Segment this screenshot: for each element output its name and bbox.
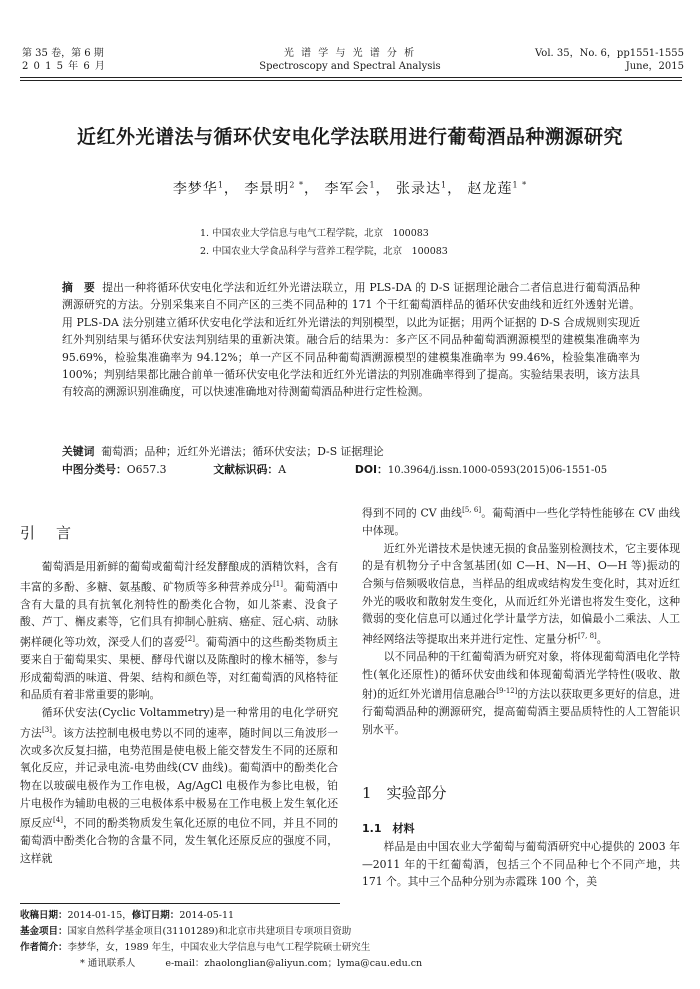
- correspondence-label: * 通讯联系人: [80, 958, 136, 969]
- abstract: [62, 279, 640, 401]
- doi: 10.3964/j.issn.1000-0593(2015)06-1551-05: [387, 465, 608, 476]
- author-bio-label: 作者简介：: [20, 942, 68, 953]
- author-affil-mark: 1: [441, 180, 448, 190]
- citation: [5, 6]: [462, 506, 482, 514]
- right-column: [362, 502, 680, 739]
- author-name: 李军会: [324, 181, 370, 197]
- author-name: 李景明: [244, 181, 290, 197]
- author-affil-mark: 2 *: [289, 180, 304, 190]
- journal-name-en: Spectroscopy and Spectral Analysis: [259, 61, 441, 72]
- intro-paragraph-1: 葡萄酒是用新鲜的葡萄或葡萄汁经发酵酿成的酒精饮料，含有丰富的多酚、多糖、氨基酸、矿物质等多种营养成分[1]。葡萄酒中含有大量的具有抗氧化剂特性的酚类化合物，如儿茶素、没食子酸、芦丁、槲皮素等，它们具有抑制心脏病、癌症、冠心病、动脉粥样硬化等功效，深受人们的喜爱[2]。葡萄酒中的这些酚类物质主要来自于葡萄果实、果梗、酵母代谢以及陈酿时的橡木桶等，参与形成葡萄酒的味道、骨架、结构和颜色等，对红葡萄酒的风格特征和品质有着非常重要的影响。: [20, 560, 339, 702]
- header-rule: [20, 77, 682, 78]
- section-heading-experiment: 1 实验部分: [362, 784, 447, 802]
- author-name: 李梦华: [172, 181, 218, 197]
- keywords-label: 关键词: [62, 445, 95, 458]
- citation: [2]: [185, 634, 195, 643]
- footnote-fund: [20, 924, 440, 939]
- doi-label: DOI：: [354, 463, 388, 476]
- materials-paragraph: 样品是由中国农业大学葡萄与葡萄酒研究中心提供的 2003 年—2011 年的干红葡萄酒，包括三个不同品种七个不同产地，共 171 个。其中三个品种分别为赤霞珠 100 个，美: [362, 840, 680, 889]
- citation: [9-12]: [496, 687, 518, 696]
- footnote-rule: [20, 903, 340, 904]
- citation: [4]: [53, 816, 63, 825]
- intro-paragraph-4: 以不同品种的干红葡萄酒为研究对象，将体现葡萄酒电化学特性(氧化还原性)的循环伏安曲线和体现葡萄酒光学特性(吸收、散射)的近红外光谱用信息融合[9-12]的方法以获取更多更好的信息，进行葡萄酒品种的溯源研究，提高葡萄酒主要品质特性的人工智能识别水平。: [362, 649, 681, 736]
- intro-paragraph-2-cont: 得到不同的 CV 曲线[5, 6]。葡萄酒中一些化学特性能够在 CV 曲线中体现。: [362, 506, 680, 538]
- clc-code: O657.3: [126, 463, 167, 476]
- citation: [1]: [273, 579, 283, 588]
- section-heading-intro: 引 言: [20, 524, 75, 542]
- classification: [62, 462, 662, 479]
- author-bio: 李梦华，女，1989 年生，中国农业大学信息与电气工程学院硕士研究生: [67, 942, 371, 953]
- author-name: 赵龙莲: [467, 181, 513, 197]
- doc-code: A: [278, 463, 287, 476]
- footnote-correspondence: [80, 956, 500, 971]
- author-affil-mark: 1: [369, 180, 376, 190]
- keywords-text: 葡萄酒；品种；近红外光谱法；循环伏安法；D-S 证据理论: [101, 445, 384, 458]
- abstract-text: 提出一种将循环伏安电化学法和近红外光谱法联立，用 PLS-DA 的 D-S 证据理论融合二者信息进行葡萄酒品种溯源研究的方法。分别采集来自不同产区的三类不同品种的 171 个干红葡萄酒样品的循环伏安曲线和近红外透射光谱。用 PLS-DA 法分别建立循环伏安电化学法和近红外光谱法的判别模型，以此为证据；用两个证据的 D-S 合成规则实现近红外判别结果与循环伏安法判别结果的重新决策。融合后的结果为：多产区不同品种葡萄酒溯源模型的建模集准确率为 95.69%，检验集准确率为 94.12%；单一产区不同品种葡萄酒溯源模型的建模集准确率为 99.46%，检验集准确率为 100%；判别结果都比融合前单一循环伏安电化学法和近红外光谱法的判别准确率得到了提高。实验结果表明，该方法具有较高的溯源识别准确度，可以快速准确地对待测葡萄酒品种进行定性检测。: [62, 281, 640, 399]
- journal-issue-en: [484, 47, 684, 73]
- correspondence-email: e-mail：zhaolonglian@aliyun.com；lyma@cau.edu.cn: [165, 958, 423, 969]
- author-affil-mark: 1: [217, 180, 224, 190]
- header-rule-thin: [20, 80, 682, 81]
- footnote-dates: [20, 908, 440, 923]
- clc-label: 中图分类号：: [62, 463, 127, 476]
- received-label: 收稿日期：: [20, 910, 68, 921]
- affiliation: 1. 中国农业大学信息与电气工程学院，北京 100083: [200, 228, 429, 239]
- fund-text: 国家自然科学基金项目(31101289)和北京市共建项目专项项目资助: [67, 926, 352, 937]
- paper-title: 近红外光谱法与循环伏安电化学法联用进行葡萄酒品种溯源研究: [76, 126, 623, 148]
- keywords: [62, 444, 662, 460]
- volume-cn: 第 35 卷，第 6 期: [22, 48, 104, 59]
- author-name: 张录达: [396, 181, 441, 197]
- doc-code-label: 文献标识码：: [213, 463, 279, 476]
- revised-label: 修订日期：: [131, 910, 180, 921]
- intro-paragraph-2: 循环伏安法(Cyclic Voltammetry)是一种常用的电化学研究方法[3]。该方法控制电极电势以不同的速率，随时间以三角波形一次或多次反复扫描，电势范围是使电极上能交替发生不同的还原和氧化反应，并记录电流-电势曲线(CV 曲线)。葡萄酒中的酚类化合物在以玻碳电极作为工作电极，Ag/AgCl 电极作为参比电极，铂片电极作为辅助电极的三电极体系中极易在工作电极上发生氧化还原反应[4]，不同的酚类物质发生氧化还原的电位不同，并且不同的葡萄酒中酚类化合物的含量不同，发生氧化还原反应的强度不同，这样就: [20, 705, 339, 865]
- revised-date: 2014-05-11: [179, 910, 235, 921]
- intro-paragraph-3: 近红外光谱技术是快速无损的食品鉴别检测技术，它主要体现的是有机物分子中含氢基团(如 C—H、N—H、O—H 等)振动的合频与倍频吸收信息，当样品的组成或结构发生变化时，其对近红外光的吸收和散射发生变化，从而近红外光谱也将发生变化，这种微弱的变化信息可以通过化学计量学方法，如偏最小二乘法、人工神经网络法等提取出来并进行定性、定量分析[7, 8]。: [362, 541, 680, 646]
- journal-issue-cn: [22, 47, 162, 73]
- journal-name: [200, 47, 500, 73]
- citation: [7, 8]: [577, 631, 597, 640]
- fund-label: 基金项目：: [20, 926, 68, 937]
- subsection-heading-materials: 1.1 材料: [362, 822, 415, 835]
- affiliation: 2. 中国农业大学食品科学与营养工程学院，北京 100083: [200, 246, 448, 257]
- author-affil-mark: 1 *: [512, 180, 528, 190]
- abstract-label: 摘 要: [62, 281, 95, 294]
- received-date: 2014-01-15，: [67, 910, 132, 921]
- author-list: 李梦华$^1$， 李景明$^{2 *}$， 李军会$^1$， 张录达$^1$， 赵龙莲$^{1 *}$: [172, 180, 528, 197]
- date-cn: 2 0 1 5 年 6 月: [22, 61, 106, 72]
- left-column: [20, 558, 338, 867]
- date-en: June，2015: [625, 61, 684, 72]
- footnote-author: [20, 940, 440, 955]
- citation: [3]: [42, 725, 52, 734]
- volume-en: Vol. 35，No. 6，pp1551-1555: [535, 48, 684, 59]
- journal-name-cn: 光 谱 学 与 光 谱 分 析: [283, 48, 417, 59]
